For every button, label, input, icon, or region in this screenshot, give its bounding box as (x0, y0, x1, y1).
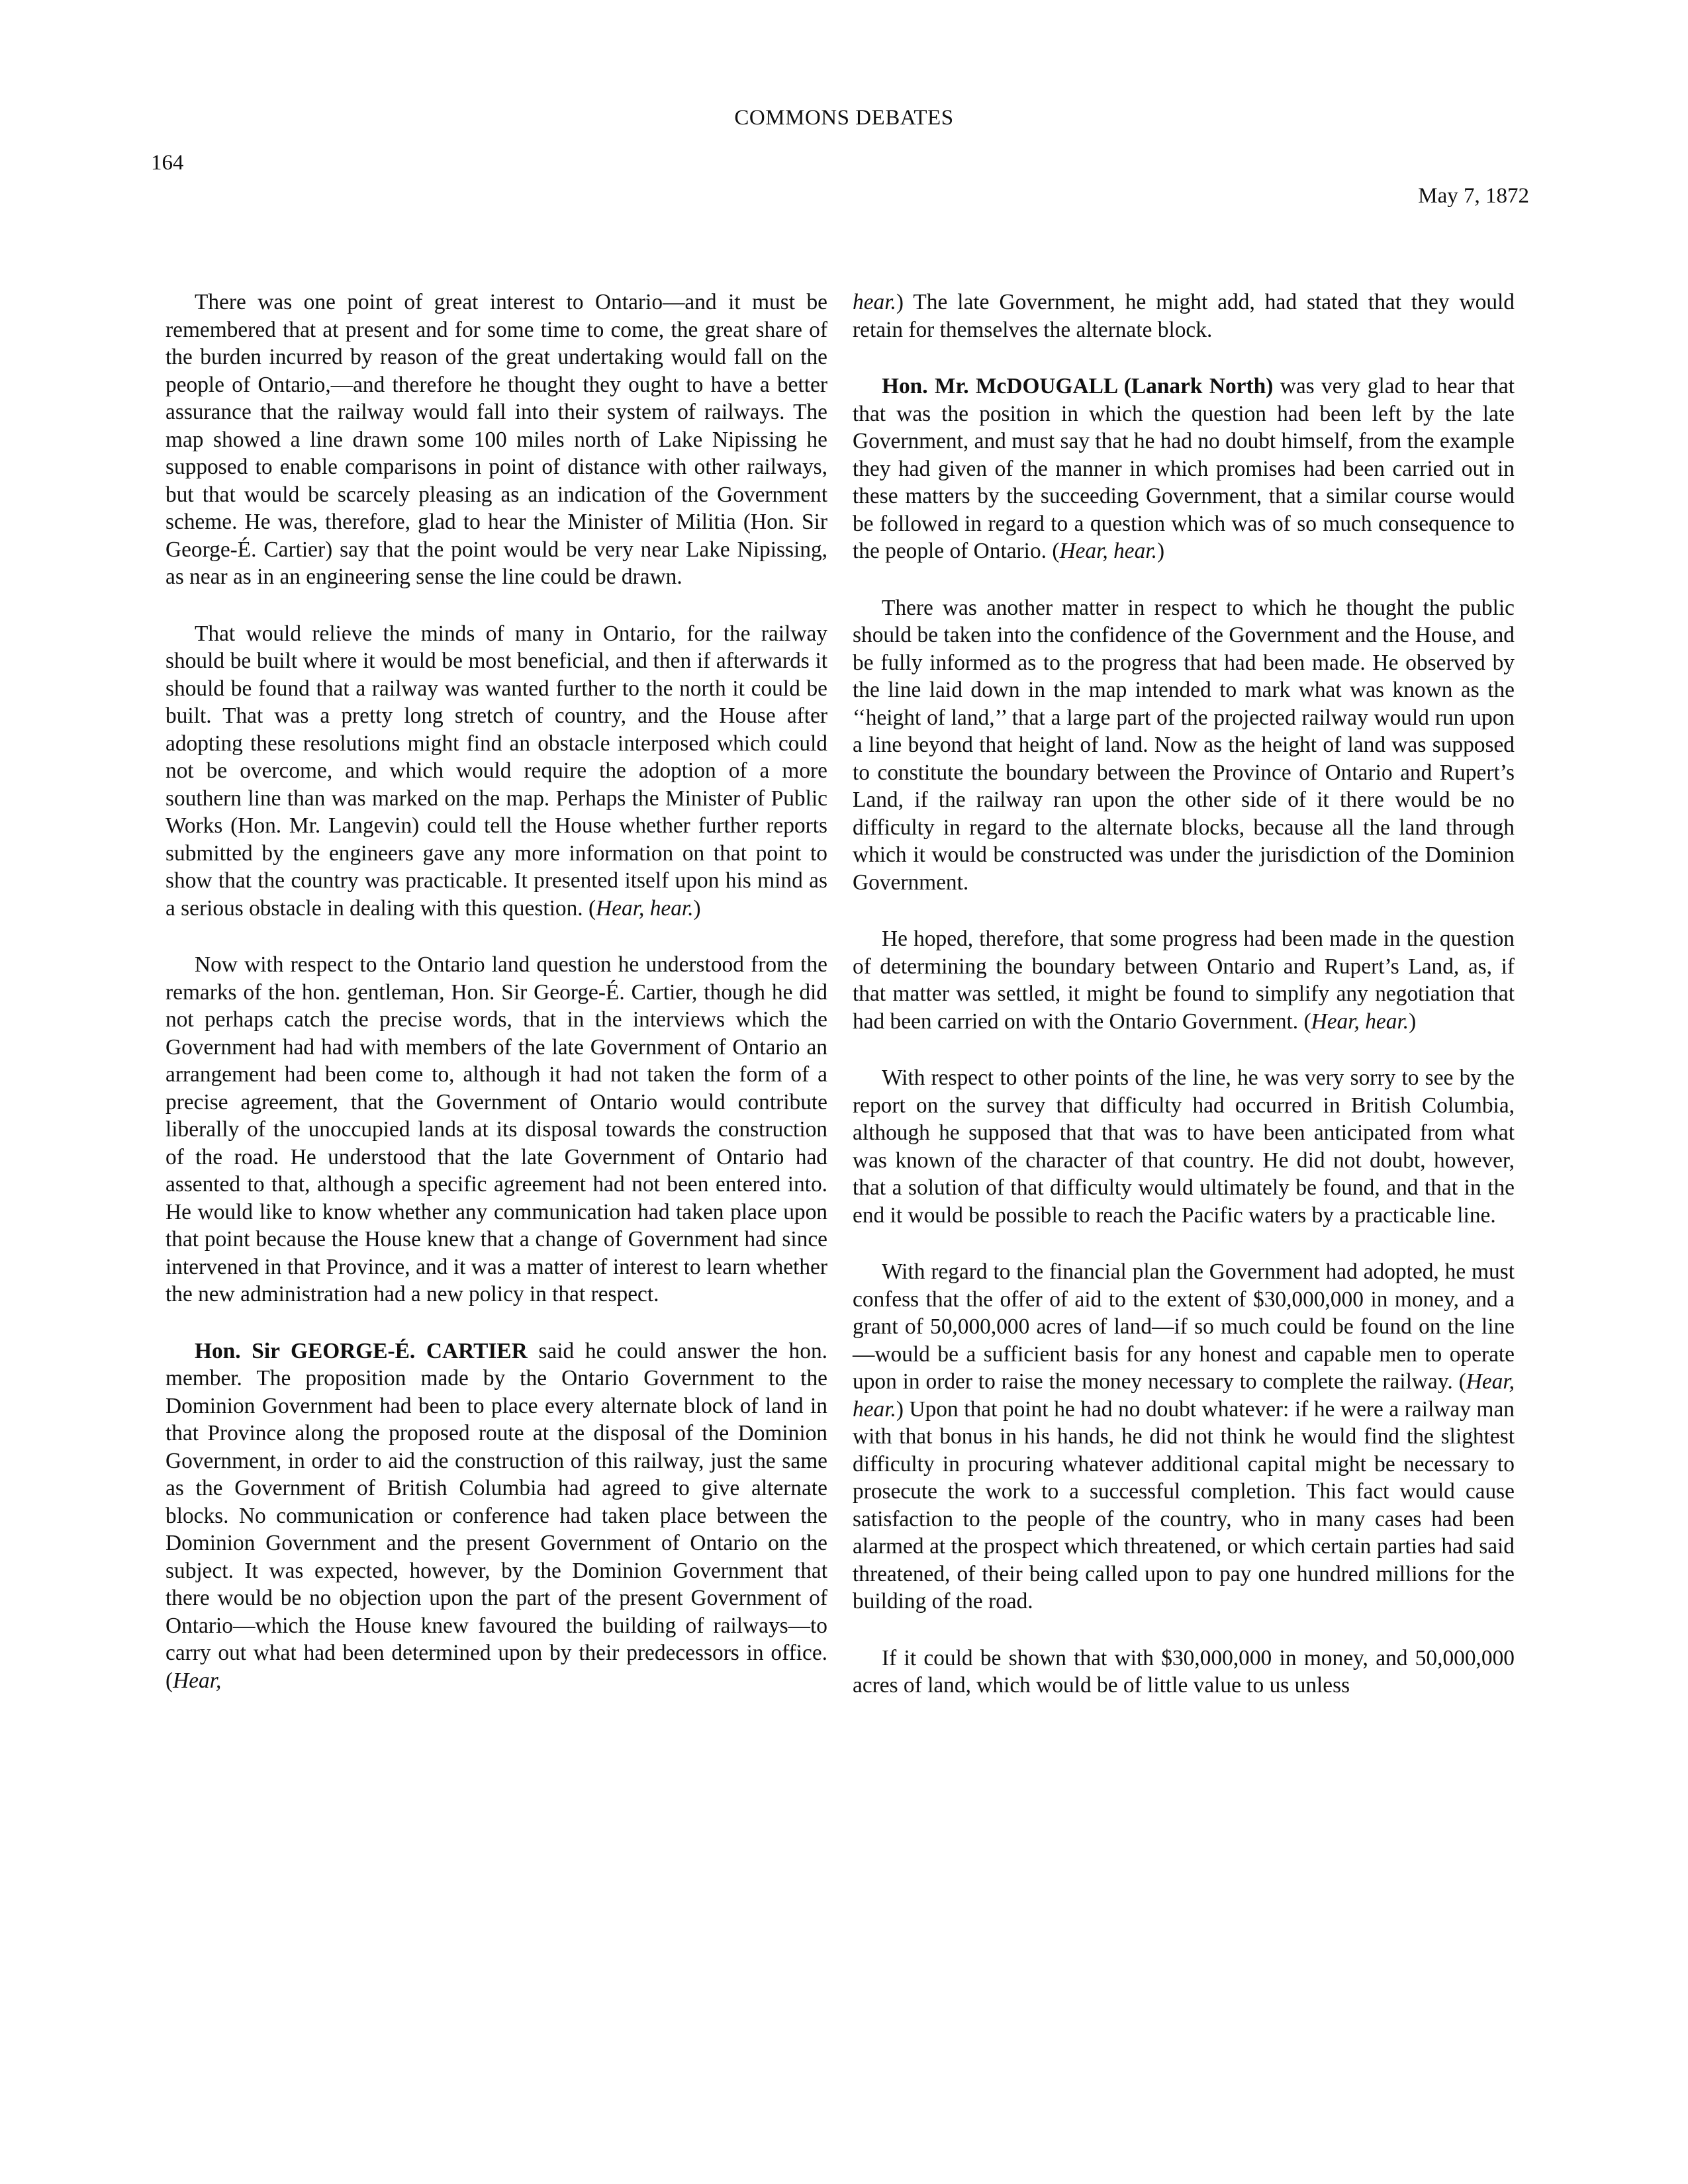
paragraph (165, 620, 827, 923)
paragraph (853, 1064, 1515, 1229)
paragraph-text: said he could answer the hon. member. The proposition made by the Ontario Government to the Dominion Government had been to place every alternate block of land in that Province along the proposed route at the disposal of the Dominion Government, in order to aid the construction of this railway, just the same as the Government of British Columbia had agreed to give alternate blocks. No communication or conference had taken place between the Dominion Government and the present Government of Ontario on the subject. It was expected, however, by the Dominion Government that there would be no objection upon the part of the present Government of Ontario—which the House knew favoured the building of railways—to carry out what had been determined upon by their predecessors in office. ( (165, 1338, 827, 1693)
paragraph-text: ) Upon that point he had no doubt whatever: if he were a railway man with that bonus in his hands, he did not think he would find the slightest difficulty in procuring whatever additional capital might be necessary to prosecute the work to a successful completion. This fact would cause satisfaction to the people of the country, who in many cases had been alarmed at the prospect which threatened, or which certain parties had said threatened, of their being called upon to pay one hundred millions for the building of the road. (853, 1396, 1515, 1614)
page-date: May 7, 1872 (1418, 184, 1529, 208)
paragraph-text: ) (693, 895, 701, 921)
paragraph (853, 594, 1515, 897)
paragraph-text: ) (1156, 539, 1165, 563)
paragraph-text: ) The late Government, he might add, had stated that they would retain for themselves the alternate block. (853, 290, 1515, 342)
right-column (853, 289, 1515, 1729)
paragraph (165, 1338, 827, 1695)
interjection: Hear, hear. (853, 1369, 1515, 1422)
paragraph-text: There was one point of great interest to Ontario—and it must be remembered that at present and for some time to come, the great share of the burden incurred by reason of the great undertaking would fall on the people of Ontario,—and therefore he thought they ought to have a better assurance that the railway would fall into their system of railways. The map showed a line drawn some 100 miles north of Lake Nipissing he supposed to enable comparisons in point of distance with other railways, but that would be scarcely pleasing as an indication of the Government scheme. He was, therefore, glad to hear the Minister of Militia (Hon. Sir George-É. Cartier) say that the point would be very near Lake Nipissing, as near as in an engineering sense the line could be drawn. (165, 290, 827, 589)
speaker-name: Hon. Sir GEORGE-É. CARTIER (195, 1338, 528, 1363)
paragraph-text: With regard to the financial plan the Government had adopted, he must confess that the offer of aid to the extent of $30,000,000 in money, and a grant of 50,000,000 acres of land—if so much could be found on the line—would be a sufficient basis for any honest and capable men to operate upon in order to raise the money necessary to complete the railway. ( (853, 1259, 1515, 1394)
interjection: Hear, hear. (1059, 539, 1157, 563)
paragraph-text: Now with respect to the Ontario land question he understood from the remarks of the hon. gentleman, Hon. Sir George-É. Cartier, though he did not perhaps catch the precise words, that in the interviews which the Government had had with members of the late Government of Ontario an arrangement had been come to, although it had not taken the form of a precise agreement, that the Government of Ontario would contribute liberally of the unoccupied lands at its disposal towards the construction of the road. He understood that the late Government of Ontario had assented to that, although a specific agreement had not been entered into. He would like to know whether any communication had taken place upon that point because the House knew that a change of Government had since intervened in that Province, and it was a matter of interest to learn whether the new administration had a new policy in that respect. (165, 952, 827, 1306)
page-number: 164 (151, 151, 184, 175)
paragraph (165, 289, 827, 591)
paragraph-text: He hoped, therefore, that some progress had been made in the question of determining the boundary between Ontario and Rupert’s Land, as, if that matter was settled, it might be found to simplify any negotiation that had been carried on with the Ontario Government. ( (853, 927, 1515, 1034)
interjection: hear. (853, 290, 896, 314)
paragraph-text: With respect to other points of the line, he was very sorry to see by the report on the survey that difficulty had occurred in British Columbia, although he supposed that that was to have been anticipated from what was known of the character of that country. He did not doubt, however, that a solution of that difficulty would ultimately be found, and that in the end it would be possible to reach the Pacific waters by a practicable line. (853, 1066, 1515, 1228)
paragraph (853, 289, 1515, 343)
running-header: COMMONS DEBATES (734, 106, 954, 130)
paragraph-text: If it could be shown that with $30,000,000 in money, and 50,000,000 acres of land, which would be of little value to us unless (853, 1645, 1515, 1698)
paragraph (165, 951, 827, 1308)
paragraph-text: was very glad to hear that that was the position in which the question had been left by the late Government, and must say that he had no doubt himself, from the example they had given of the manner in which promises had been carried out in these matters by the succeeding Government, that a similar course would be followed in regard to a question which was of so much consequence to the people of Ontario. ( (853, 374, 1515, 563)
paragraph-text: There was another matter in respect to which he thought the public should be taken into the confidence of the Government and the House, and be fully informed as to the progress that had been made. He observed by the line laid down in the map intended to mark what was known as the ‘‘height of land,’’ that a large part of the projected railway would run upon a line beyond that height of land. Now as the height of land was supposed to constitute the boundary between the Province of Ontario and Rupert’s Land, if the railway ran upon the other side of it there would be no difficulty in regard to the alternate blocks, because all the land through which it would be constructed was under the jurisdiction of the Dominion Government. (853, 595, 1515, 895)
paragraph (853, 373, 1515, 565)
paragraph (853, 1645, 1515, 1700)
paragraph-text: That would relieve the minds of many in Ontario, for the railway should be built where it would be most beneficial, and then if afterwards it should be found that a railway was wanted further to the north it could be built. That was a pretty long stretch of country, and the House after adopting these resolutions might find an obstacle interposed which could not be overcome, and which would require the adoption of a more southern line than was marked on the map. Perhaps the Minister of Public Works (Hon. Mr. Langevin) could tell the House whether further reports submitted by the engineers gave any more information on that point to show that the country was practicable. It presented itself upon his mind as a serious obstacle in dealing with this question. ( (165, 621, 827, 921)
speaker-name: Hon. Mr. McDOUGALL (Lanark North) (882, 374, 1274, 398)
left-column (165, 289, 827, 1723)
interjection: Hear, hear. (1311, 1009, 1409, 1034)
paragraph (853, 925, 1515, 1035)
interjection: Hear, hear. (596, 895, 694, 921)
paragraph-text: ) (1409, 1009, 1417, 1034)
interjection: Hear, (173, 1668, 222, 1693)
paragraph (853, 1258, 1515, 1615)
